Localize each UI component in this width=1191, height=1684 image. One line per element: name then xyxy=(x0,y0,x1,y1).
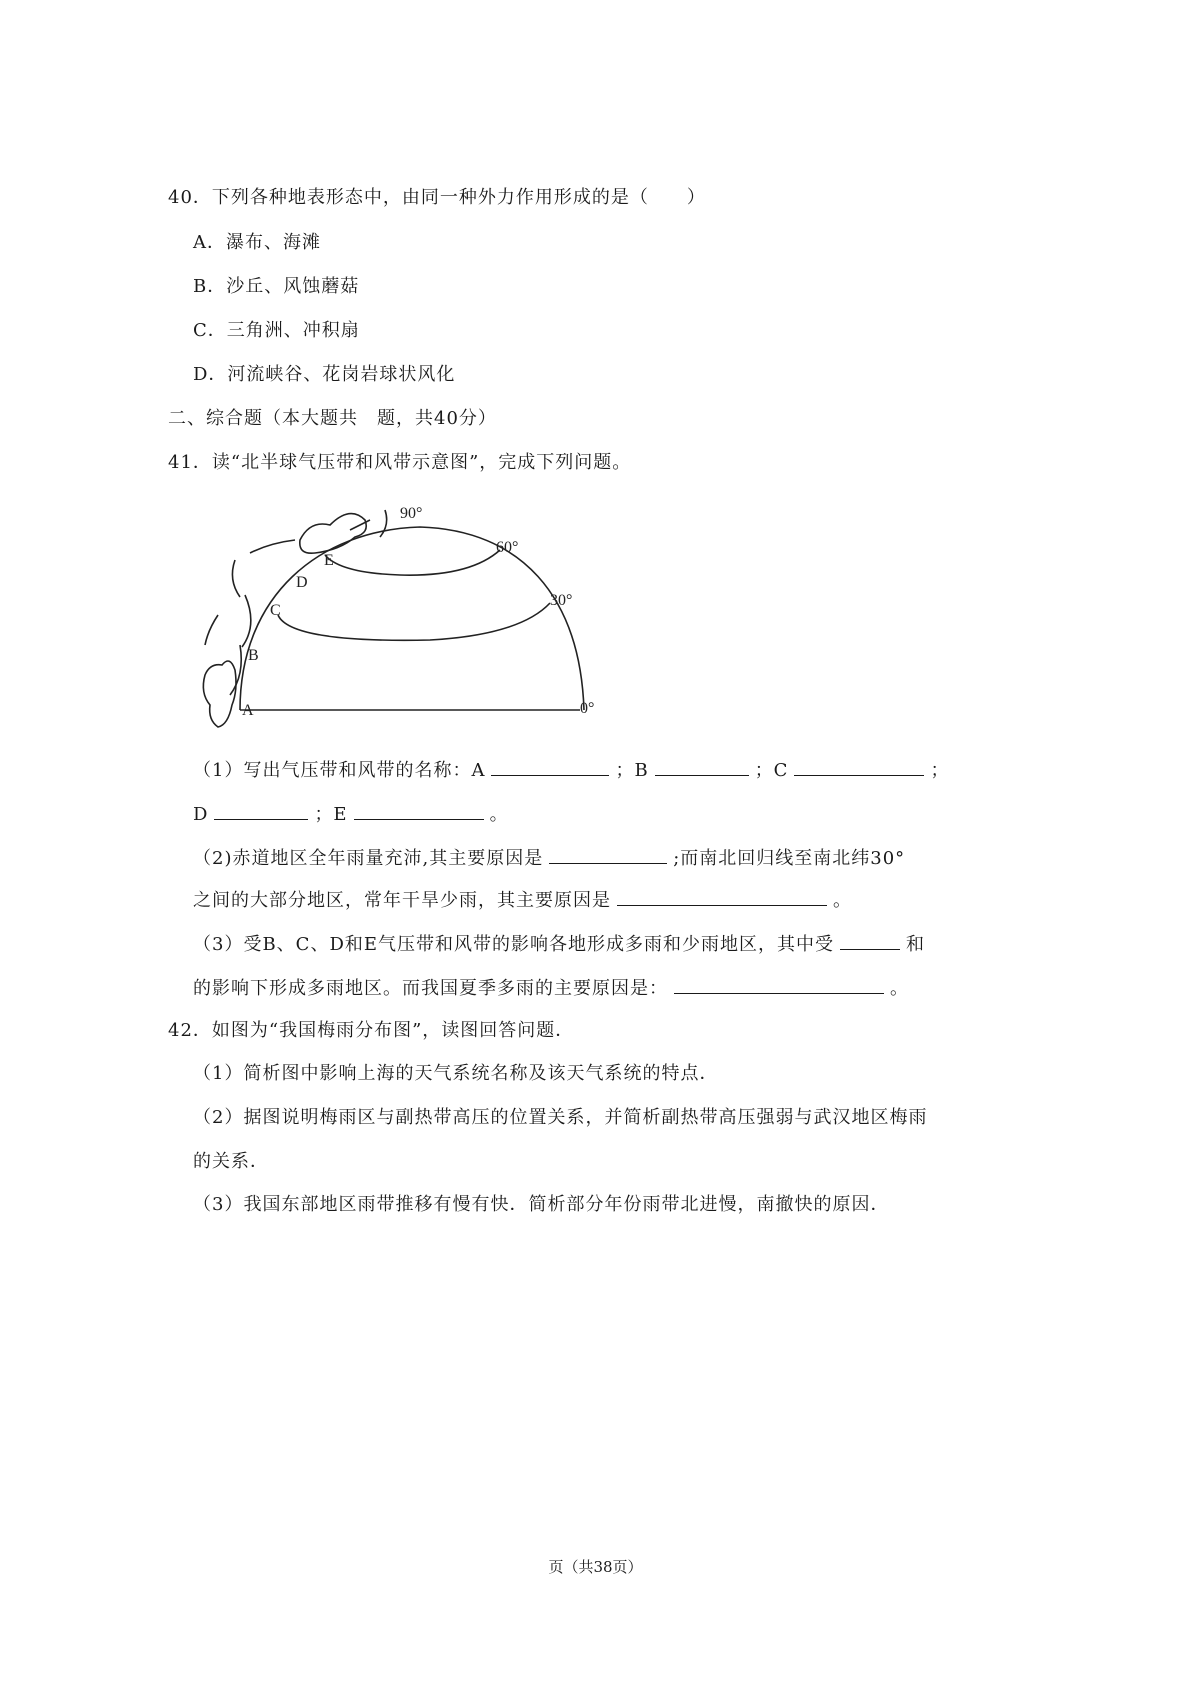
lat-label-0: 0° xyxy=(580,700,595,717)
zone-label-a: A xyxy=(242,702,254,719)
lat-label-60: 60° xyxy=(496,539,519,556)
lat-60-line xyxy=(325,550,500,575)
q41-part2-line1 xyxy=(193,845,905,871)
q42-part1: （1）简析图中影响上海的天气系统名称及该天气系统的特点． xyxy=(193,1063,719,1084)
q40-option-d: D．河流峡谷、花岗岩球状风化 xyxy=(193,364,456,385)
line-end: 。 xyxy=(890,978,909,999)
line-end: 。 xyxy=(833,890,852,911)
q42-part2-line1: （2）据图说明梅雨区与副热带高压的位置关系，并简析副热带高压强弱与武汉地区梅雨 xyxy=(193,1107,928,1128)
answer-blank-a[interactable] xyxy=(491,757,609,776)
answer-blank-c[interactable] xyxy=(794,757,924,776)
hemisphere-arc xyxy=(240,527,584,710)
wind-arrow xyxy=(205,615,218,645)
label-a: A xyxy=(471,760,486,781)
label-c: ；C xyxy=(754,760,789,781)
section-2-heading: 二、综合题（本大题共 题，共40分） xyxy=(168,408,497,429)
label-d: D xyxy=(193,804,209,825)
answer-blank-dry-reason[interactable] xyxy=(617,887,827,906)
q41-part3-text: 的影响下形成多雨地区。而我国夏季多雨的主要原因是： xyxy=(193,978,668,999)
wind-arrow xyxy=(250,540,295,553)
q40-stem: 40．下列各种地表形态中，由同一种外力作用形成的是（ ） xyxy=(168,187,706,208)
q41-stem: 41．读“北半球气压带和风带示意图”，完成下列问题。 xyxy=(168,452,632,473)
q40-option-c: C．三角洲、冲积扇 xyxy=(193,320,360,341)
q41-part1-line2 xyxy=(193,801,509,827)
answer-blank-summer-rain[interactable] xyxy=(674,975,884,994)
q41-part2-text: （2)赤道地区全年雨量充沛,其主要原因是 xyxy=(193,848,544,869)
q41-part3-text: 和 xyxy=(906,934,926,955)
label-b: ；B xyxy=(615,760,649,781)
q41-part3-line1 xyxy=(193,931,925,957)
zone-label-d: D xyxy=(296,574,308,591)
line-end: 。 xyxy=(489,804,509,825)
q41-part2-text: ;而南北回归线至南北纬30° xyxy=(673,848,906,869)
lat-label-30: 30° xyxy=(550,592,573,609)
lat-30-line xyxy=(278,603,550,640)
q41-part1-prefix: （1）写出气压带和风带的名称： xyxy=(193,760,472,781)
lat-label-90: 90° xyxy=(400,505,423,522)
q42-part2-line2: 的关系． xyxy=(193,1151,269,1172)
wind-arrow xyxy=(242,595,251,647)
q42-part3: （3）我国东部地区雨带推移有慢有快．简析部分年份雨带北进慢，南撤快的原因． xyxy=(193,1194,890,1215)
label-e: ；E xyxy=(314,804,348,825)
answer-blank-e[interactable] xyxy=(354,801,484,820)
q40-option-b: B．沙丘、风蚀蘑菇 xyxy=(193,276,360,297)
wind-arrow xyxy=(232,560,240,597)
wind-arrow xyxy=(380,510,387,537)
zone-label-c: C xyxy=(270,602,281,619)
answer-blank-equator-rain[interactable] xyxy=(549,845,667,864)
answer-blank-d[interactable] xyxy=(214,801,308,820)
q40-option-a: A．瀑布、海滩 xyxy=(193,232,321,253)
zone-label-e: E xyxy=(324,552,334,569)
answer-blank-b[interactable] xyxy=(655,757,749,776)
q42-stem: 42．如图为“我国梅雨分布图”，读图回答问题． xyxy=(168,1020,575,1041)
pressure-wind-belt-diagram xyxy=(200,505,640,795)
line-end: ； xyxy=(930,760,950,781)
zone-label-b: B xyxy=(248,647,259,664)
q41-part3-text: （3）受B、C、D和E气压带和风带的影响各地形成多雨和少雨地区，其中受 xyxy=(193,934,835,955)
q41-part2-line2 xyxy=(193,887,852,913)
q41-part2-text: 之间的大部分地区，常年干旱少雨，其主要原因是 xyxy=(193,890,611,911)
page-footer: 页（共38页） xyxy=(548,1558,643,1576)
q41-part3-line2 xyxy=(193,975,909,1001)
q41-part1-line1 xyxy=(193,757,949,783)
answer-blank-rainy-belt[interactable] xyxy=(840,931,900,950)
